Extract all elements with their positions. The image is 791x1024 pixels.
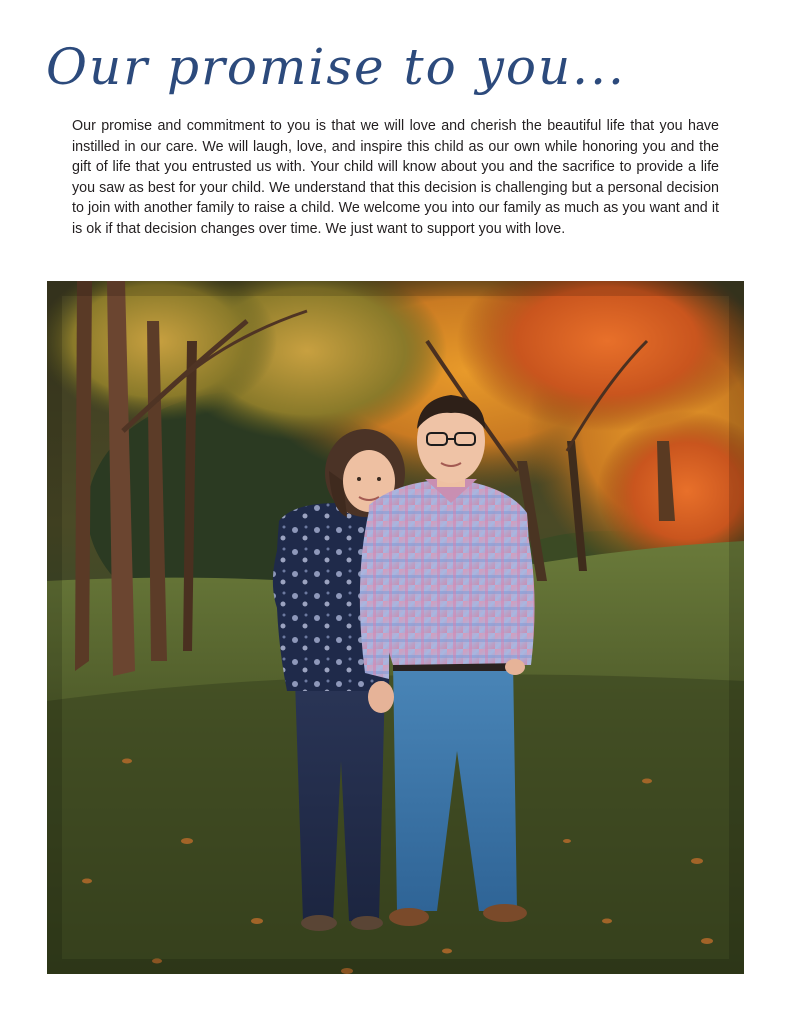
couple-photo [47, 281, 744, 974]
promise-paragraph: Our promise and commitment to you is that we will love and cherish the beautiful life that you have instilled in our care. We will laugh, love, and inspire this child as our own while honoring you and the gift of life that you entrusted us with. Your child will know about you and the sacrifice to provide a life you saw as best for your child. We understand that this decision is challenging but a personal decision to join with another family to raise a child. We welcome you into our family as much as you want and it is ok if that decision changes over time. We just want to support you with love. [72, 118, 719, 237]
page-title: Our promise to you... [46, 38, 626, 96]
